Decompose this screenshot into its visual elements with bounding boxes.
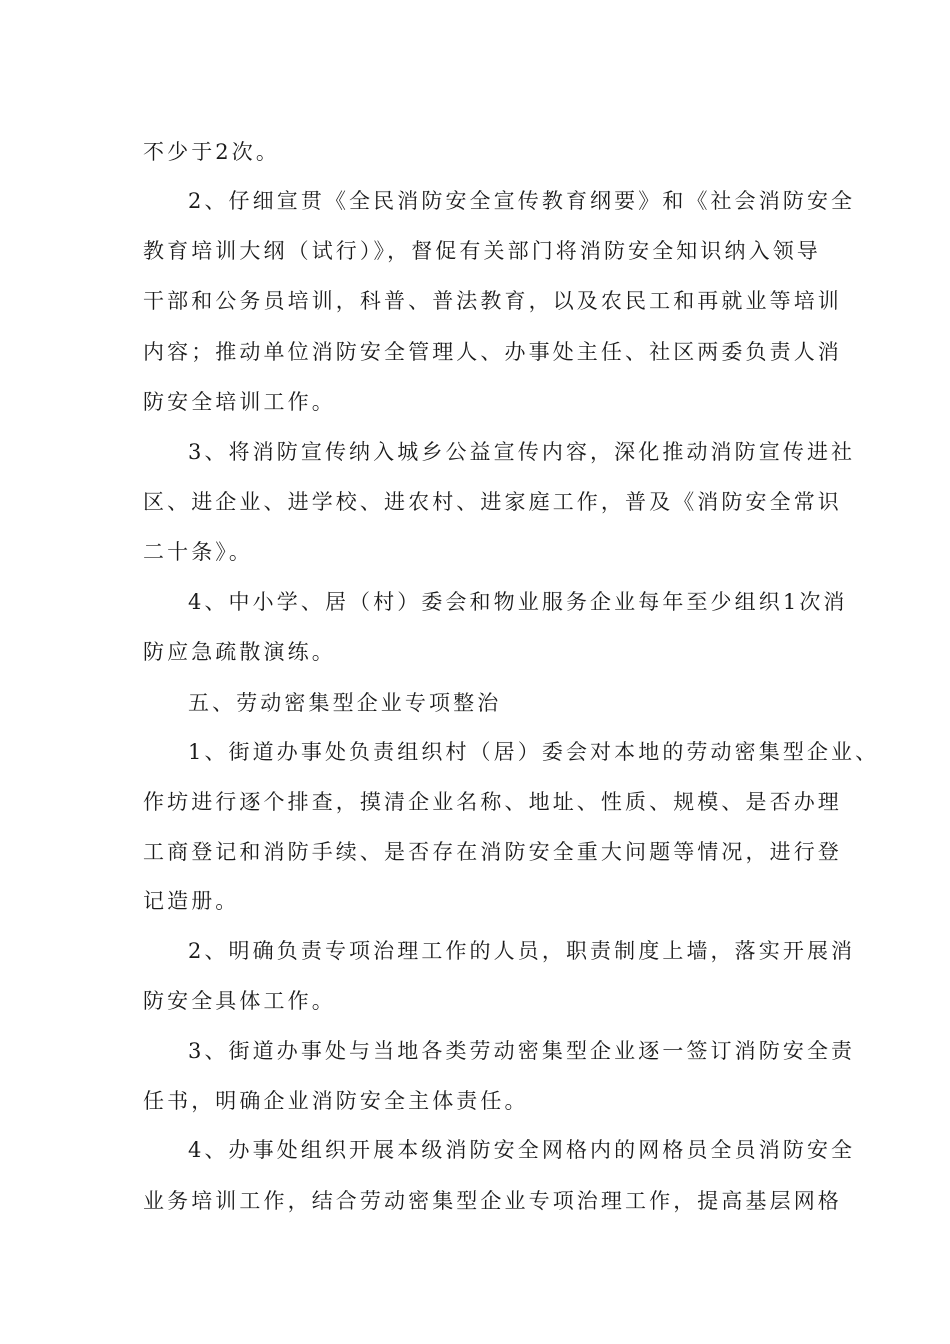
- text-line: 二十条》。: [143, 540, 253, 564]
- text-line: 2、仔细宣贯《全民消防安全宣传教育纲要》和《社会消防安全: [188, 189, 856, 213]
- text-line: 4、中小学、居（村）委会和物业服务企业每年至少组织1次消: [188, 590, 848, 614]
- text-line: 教育培训大纲（试行）》，督促有关部门将消防安全知识纳入领导: [143, 239, 821, 263]
- text-line: 3、将消防宣传纳入城乡公益宣传内容，深化推动消防宣传进社: [188, 440, 856, 464]
- text-line: 工商登记和消防手续、是否存在消防安全重大问题等情况，进行登: [143, 840, 842, 864]
- text-line: 防安全培训工作。: [143, 390, 336, 414]
- text-line: 防应急疏散演练。: [143, 640, 336, 664]
- text-line: 记造册。: [143, 889, 240, 913]
- text-line: 防安全具体工作。: [143, 989, 336, 1013]
- text-line: 不少于2次。: [143, 140, 280, 164]
- text-line: 作坊进行逐个排查，摸清企业名称、地址、性质、规模、是否办理: [143, 790, 842, 814]
- section-heading: 五、劳动密集型企业专项整治: [188, 691, 502, 715]
- text-line: 业务培训工作，结合劳动密集型企业专项治理工作，提高基层网格: [143, 1189, 842, 1213]
- text-line: 1、街道办事处负责组织村（居）委会对本地的劳动密集型企业、: [188, 740, 880, 764]
- text-line: 区、进企业、进学校、进农村、进家庭工作，普及《消防安全常识: [143, 490, 842, 514]
- text-line: 4、办事处组织开展本级消防安全网格内的网格员全员消防安全: [188, 1138, 856, 1162]
- text-line: 任书，明确企业消防安全主体责任。: [143, 1089, 529, 1113]
- text-line: 内容；推动单位消防安全管理人、办事处主任、社区两委负责人消: [143, 340, 842, 364]
- text-line: 2、明确负责专项治理工作的人员，职责制度上墙，落实开展消: [188, 939, 856, 963]
- text-line: 3、街道办事处与当地各类劳动密集型企业逐一签订消防安全责: [188, 1039, 856, 1063]
- text-line: 干部和公务员培训，科普、普法教育，以及农民工和再就业等培训: [143, 289, 842, 313]
